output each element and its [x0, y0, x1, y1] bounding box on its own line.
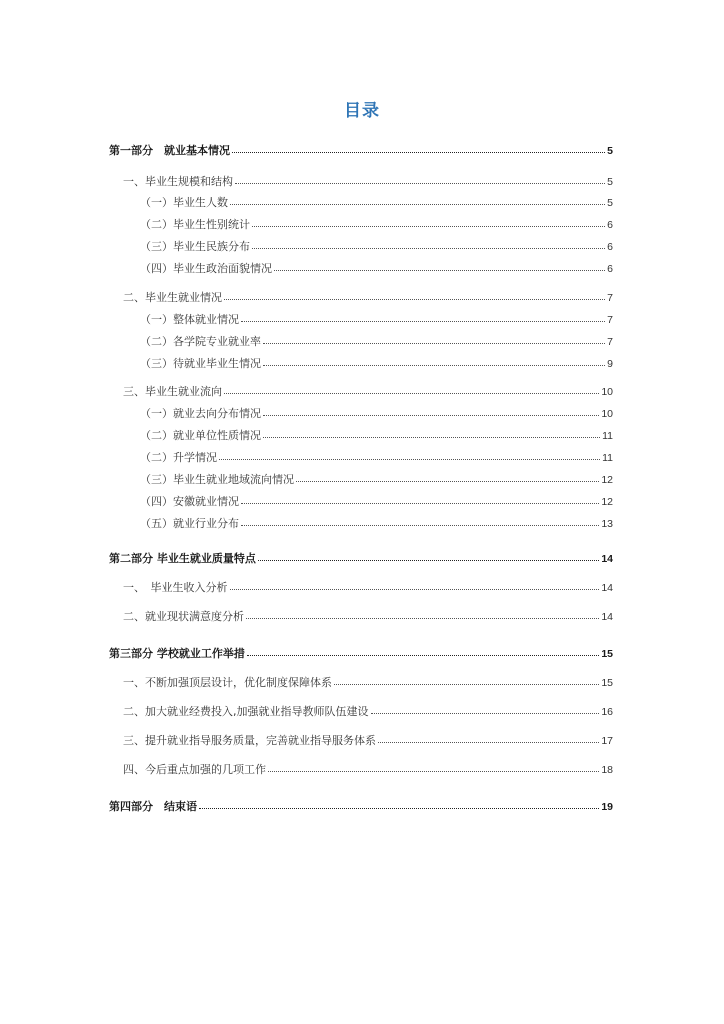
dot-leader — [241, 503, 599, 504]
dot-leader — [224, 393, 599, 394]
dot-leader — [263, 415, 599, 416]
dot-leader — [263, 343, 605, 344]
toc-entry-page-number: 12 — [601, 474, 613, 486]
toc-entry[interactable] — [140, 334, 613, 350]
toc-entry[interactable] — [123, 384, 613, 400]
dot-leader — [274, 270, 605, 271]
toc-entry-page-number: 5 — [607, 145, 613, 157]
toc-entry-label: 第一部分 就业基本情况 — [109, 144, 230, 157]
toc-entry-page-number: 12 — [601, 496, 613, 508]
toc-entry[interactable] — [140, 516, 613, 532]
dot-leader — [199, 808, 599, 809]
toc-entry-page-number: 6 — [607, 263, 613, 275]
toc-entry-page-number: 7 — [607, 292, 613, 304]
toc-title: 目录 — [344, 101, 380, 121]
toc-entry[interactable] — [140, 450, 613, 466]
toc-entry[interactable] — [123, 762, 613, 778]
dot-leader — [378, 742, 599, 743]
toc-entry-page-number: 16 — [601, 706, 613, 718]
toc-entry[interactable] — [140, 472, 613, 488]
toc-entry-label: （三）毕业生民族分布 — [140, 240, 250, 253]
toc-entry-label: （四）毕业生政治面貌情况 — [140, 262, 272, 275]
dot-leader — [258, 560, 599, 561]
toc-entry-page-number: 7 — [607, 314, 613, 326]
toc-entry[interactable] — [123, 733, 613, 749]
toc-entry[interactable] — [123, 580, 613, 596]
dot-leader — [230, 589, 600, 590]
dot-leader — [268, 771, 599, 772]
toc-entry-label: （一）就业去向分布情况 — [140, 407, 261, 420]
toc-entry-page-number: 11 — [602, 452, 613, 464]
dot-leader — [371, 713, 600, 714]
toc-entry[interactable] — [140, 494, 613, 510]
toc-entry-page-number: 7 — [607, 336, 613, 348]
toc-entry[interactable] — [140, 406, 613, 422]
dot-leader — [247, 655, 599, 656]
toc-entry-page-number: 5 — [607, 197, 613, 209]
toc-entry-page-number: 14 — [601, 553, 613, 565]
toc-entry-label: 第二部分 毕业生就业质量特点 — [109, 552, 256, 565]
dot-leader — [252, 248, 605, 249]
dot-leader — [241, 321, 605, 322]
toc-entry[interactable] — [140, 261, 613, 277]
dot-leader — [235, 183, 605, 184]
toc-entry-label: 第三部分 学校就业工作举措 — [109, 647, 245, 660]
toc-entry-label: （三）待就业毕业生情况 — [140, 357, 261, 370]
dot-leader — [263, 365, 605, 366]
toc-entry-page-number: 6 — [607, 241, 613, 253]
toc-entry-label: 一、 毕业生收入分析 — [123, 581, 228, 594]
toc-entry[interactable] — [123, 290, 613, 306]
dot-leader — [334, 684, 599, 685]
toc-entry-label: 三、提升就业指导服务质量，完善就业指导服务体系 — [123, 734, 376, 747]
toc-entry-page-number: 6 — [607, 219, 613, 231]
toc-entry-label: 二、毕业生就业情况 — [123, 291, 222, 304]
dot-leader — [246, 618, 599, 619]
toc-entry-label: （三）毕业生就业地域流向情况 — [140, 473, 294, 486]
toc-entry[interactable] — [109, 143, 613, 159]
toc-entry-label: 第四部分 结束语 — [109, 800, 197, 813]
toc-entry-page-number: 19 — [601, 801, 613, 813]
toc-entry-page-number: 18 — [601, 764, 613, 776]
toc-entry-page-number: 9 — [607, 358, 613, 370]
toc-entry[interactable] — [109, 551, 613, 567]
toc-entry[interactable] — [123, 704, 613, 720]
toc-entry-label: 一、毕业生规模和结构 — [123, 175, 233, 188]
toc-entry-page-number: 11 — [602, 430, 613, 442]
toc-entry[interactable] — [140, 239, 613, 255]
dot-leader — [263, 437, 600, 438]
toc-entry[interactable] — [140, 356, 613, 372]
toc-entry[interactable] — [140, 312, 613, 328]
toc-entry-page-number: 15 — [601, 677, 613, 689]
toc-entry-label: 二、就业现状满意度分析 — [123, 610, 244, 623]
toc-entry[interactable] — [140, 428, 613, 444]
toc-entry[interactable] — [140, 217, 613, 233]
toc-entry-page-number: 13 — [601, 518, 613, 530]
dot-leader — [296, 481, 599, 482]
toc-entry-page-number: 10 — [601, 386, 613, 398]
toc-entry-label: （二）就业单位性质情况 — [140, 429, 261, 442]
toc-entry[interactable] — [109, 799, 613, 815]
toc-entry-label: 一、不断加强顶层设计，优化制度保障体系 — [123, 676, 332, 689]
toc-entry-label: （一）整体就业情况 — [140, 313, 239, 326]
toc-entry-label: 四、今后重点加强的几项工作 — [123, 763, 266, 776]
dot-leader — [252, 226, 605, 227]
toc-entry-label: （二）升学情况 — [140, 451, 217, 464]
toc-entry-label: 三、毕业生就业流向 — [123, 385, 222, 398]
toc-entry-label: （一）毕业生人数 — [140, 196, 228, 209]
dot-leader — [232, 152, 605, 153]
toc-entry[interactable] — [140, 195, 613, 211]
toc-entry[interactable] — [123, 675, 613, 691]
toc-entry-label: 二、加大就业经费投入,加强就业指导教师队伍建设 — [123, 705, 369, 718]
toc-entry-label: （二）各学院专业就业率 — [140, 335, 261, 348]
toc-entry-page-number: 14 — [601, 611, 613, 623]
dot-leader — [219, 459, 600, 460]
toc-entry-label: （四）安徽就业情况 — [140, 495, 239, 508]
toc-entry-page-number: 17 — [601, 735, 613, 747]
toc-entry[interactable] — [109, 646, 613, 662]
toc-entry-page-number: 10 — [601, 408, 613, 420]
toc-entry-page-number: 14 — [601, 582, 613, 594]
toc-entry-label: （五）就业行业分布 — [140, 517, 239, 530]
dot-leader — [230, 204, 605, 205]
toc-entry-label: （二）毕业生性别统计 — [140, 218, 250, 231]
toc-entry[interactable] — [123, 609, 613, 625]
toc-entry-page-number: 5 — [607, 176, 613, 188]
dot-leader — [224, 299, 605, 300]
dot-leader — [241, 525, 599, 526]
toc-entry-page-number: 15 — [601, 648, 613, 660]
toc-entry[interactable] — [123, 174, 613, 190]
